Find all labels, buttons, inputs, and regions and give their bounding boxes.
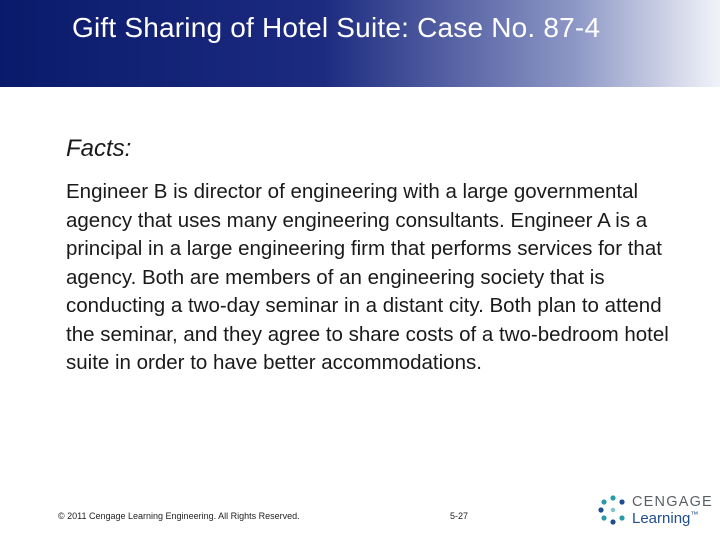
cengage-logo-mark-icon: [598, 495, 628, 525]
footer-copyright: © 2011 Cengage Learning Engineering. All Rights Reserved.: [58, 511, 300, 521]
slide-title: Gift Sharing of Hotel Suite: Case No. 87-4: [72, 12, 601, 43]
footer-page-number: 5-27: [450, 511, 469, 521]
facts-heading: Facts:: [66, 135, 132, 162]
trademark-symbol: ™: [690, 510, 699, 519]
cengage-logo: [598, 491, 716, 531]
facts-body: Engineer B is director of engineering with a large governmental agency that uses many engineering consultants. Engineer A is a principal in a large engineering firm that performs services for that agency. Both are members of an engineering society that is conducting a two-day seminar in a distant city. Both plan to attend the seminar, and they agree to share costs of a two-bedroom hotel suite in order to have better accommodations.: [66, 180, 669, 374]
cengage-logo-word-1: CENGAGE: [632, 494, 713, 510]
cengage-logo-word-2-text: Learning: [632, 510, 691, 527]
cengage-logo-word-2: [632, 510, 698, 527]
title-bar: [0, 0, 720, 87]
